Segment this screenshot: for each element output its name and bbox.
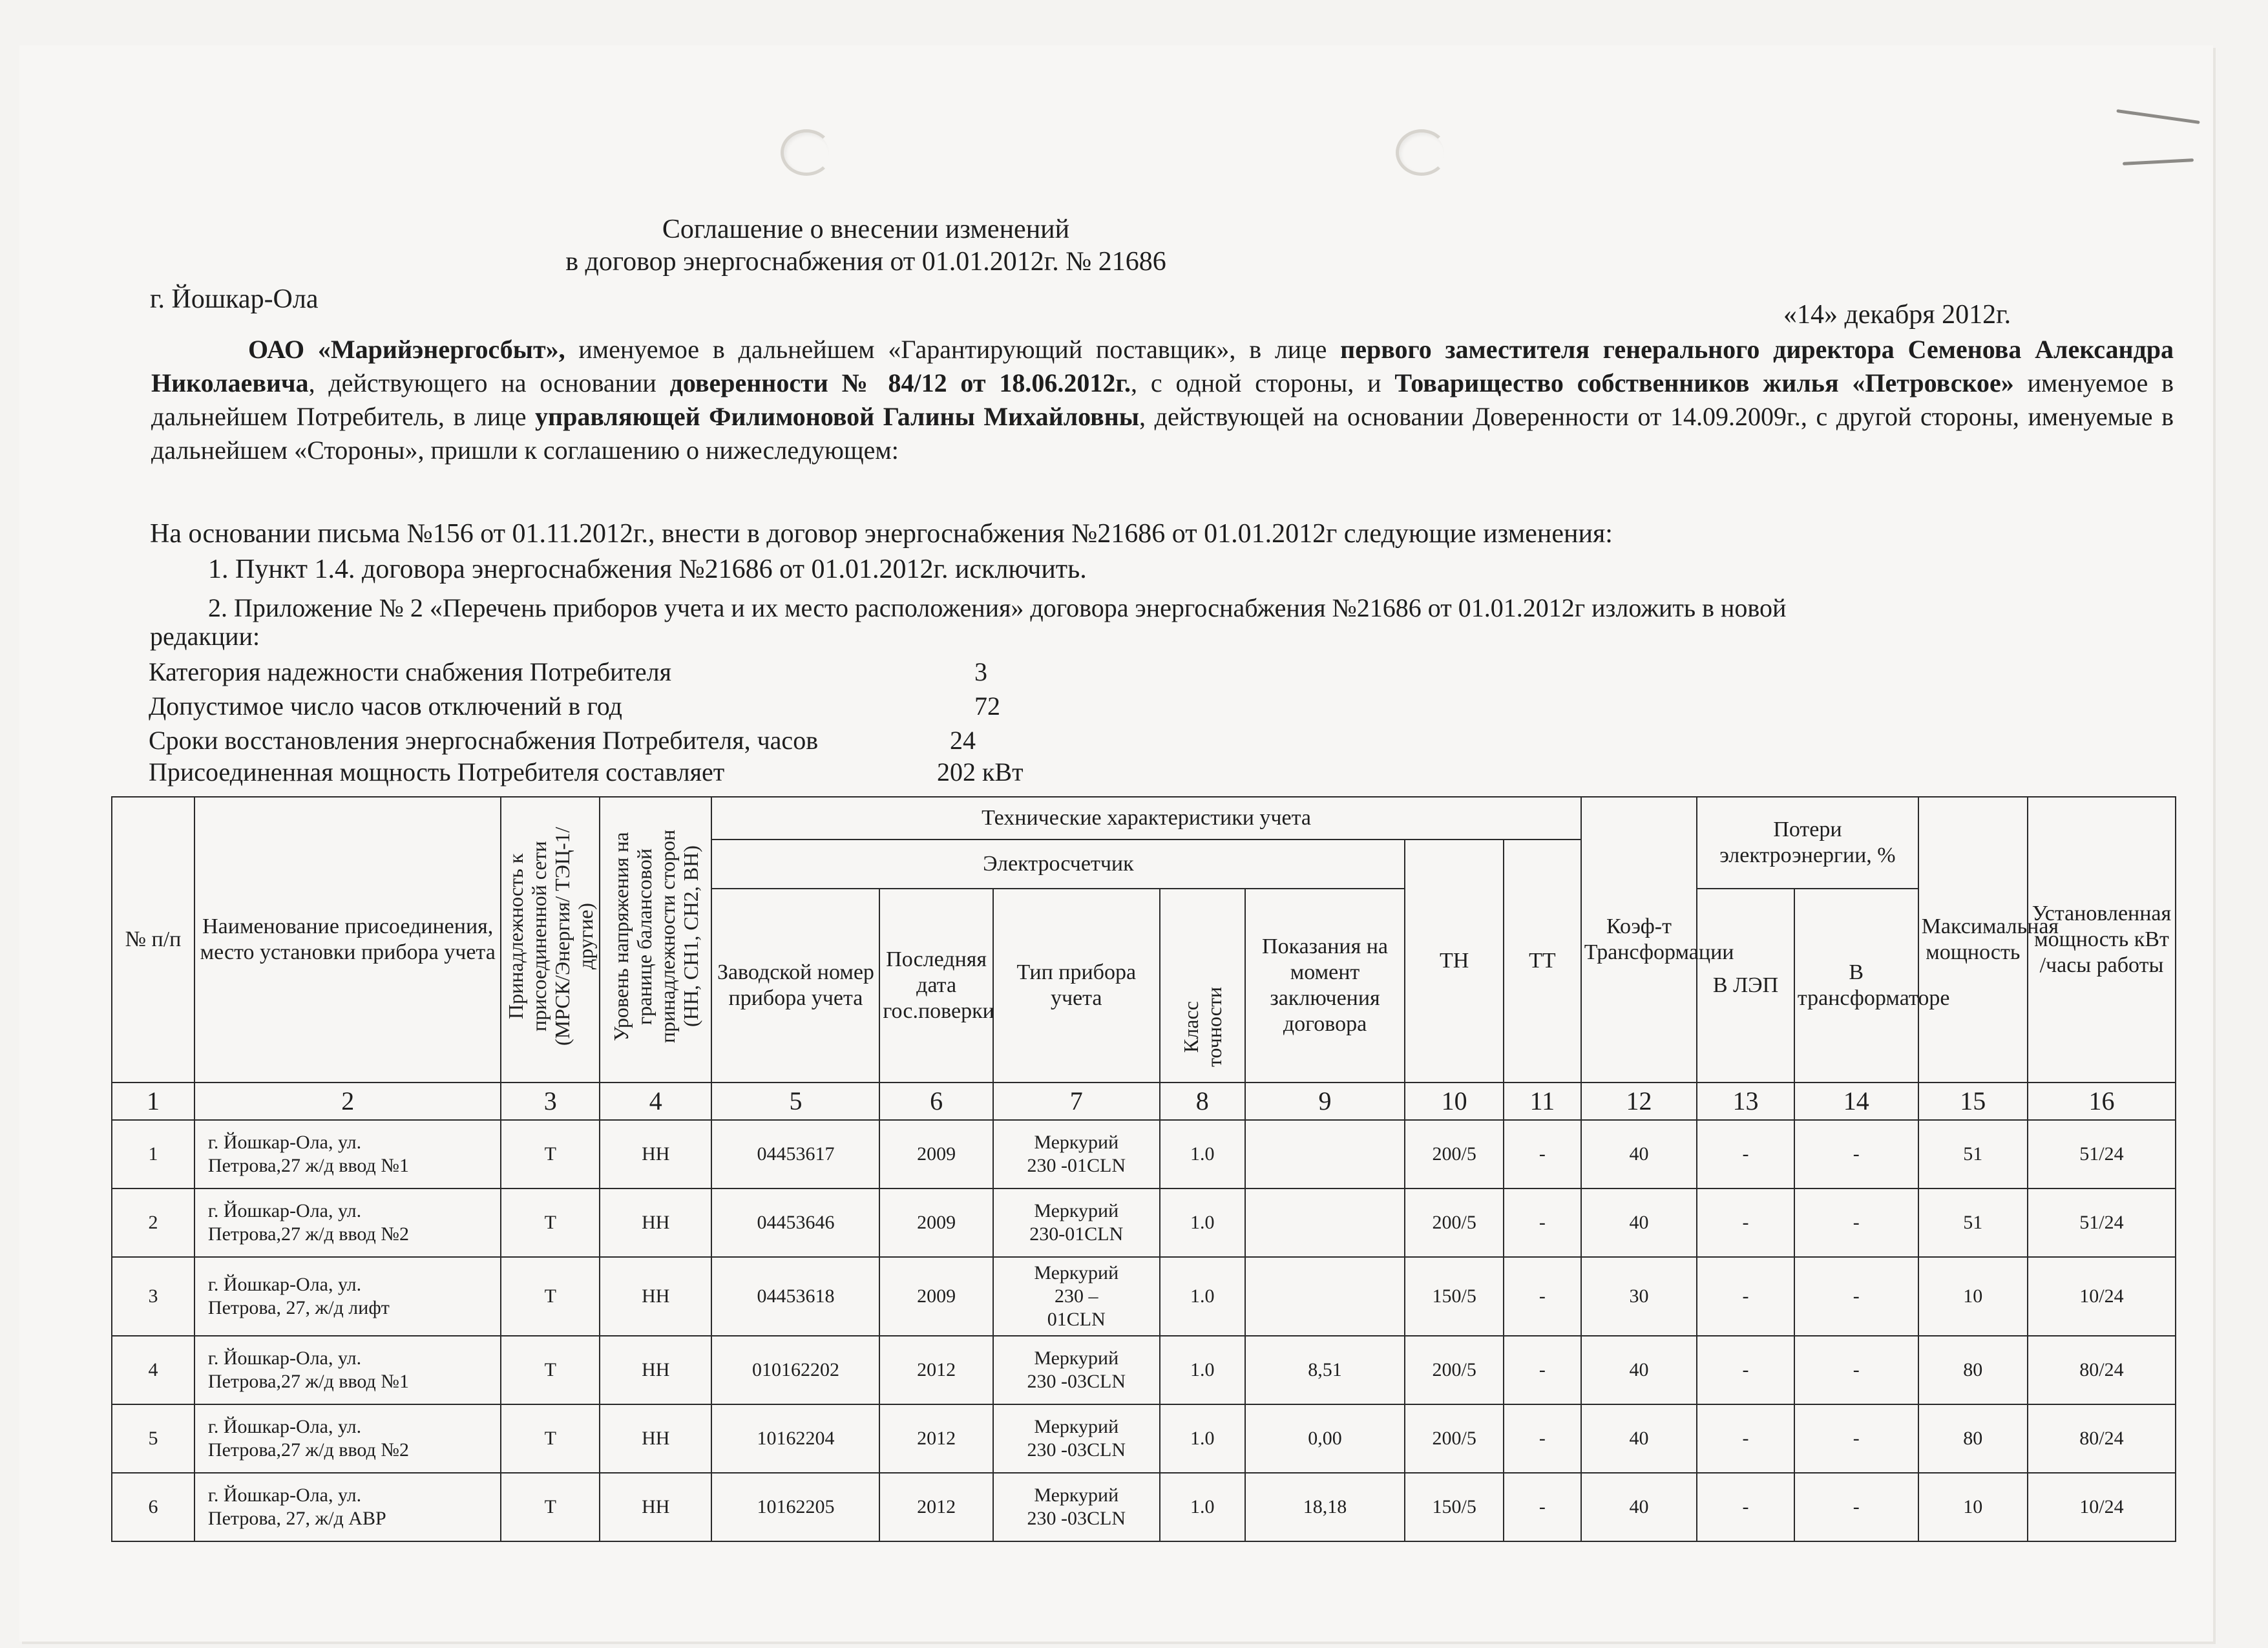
serial-cell: [711, 1336, 879, 1404]
serial-cell: [711, 1120, 879, 1188]
supplier-representative: первого заместителя генерального директора Семенова Александра Николаевича: [151, 335, 2174, 397]
tt-value: -: [1538, 1359, 1546, 1380]
installed-power: 10/24: [2079, 1285, 2124, 1307]
voltage-level: НН: [642, 1212, 670, 1233]
connection-name-line-2: Петрова,27 ж/д ввод №2: [207, 1439, 409, 1461]
column-number: 6: [879, 1083, 992, 1120]
tn-cell: [1405, 1404, 1504, 1473]
column-number: 5: [711, 1083, 879, 1120]
ownership: Т: [544, 1143, 556, 1165]
accuracy-class-cell: [1160, 1257, 1245, 1336]
coefficient: 30: [1629, 1285, 1649, 1307]
ownership-cell: [501, 1120, 600, 1188]
coefficient-cell: [1581, 1120, 1697, 1188]
tn-cell: [1405, 1188, 1504, 1257]
tn-cell: [1405, 1336, 1504, 1404]
losses-transformer: -: [1853, 1496, 1860, 1517]
losses-transformer-cell: [1794, 1120, 1918, 1188]
ownership-cell: [501, 1336, 600, 1404]
losses-line-cell: [1697, 1336, 1794, 1404]
param-label: Категория надежности снабжения Потребителя: [149, 657, 672, 686]
reading-cell: [1245, 1120, 1405, 1188]
max-power: 10: [1963, 1285, 1983, 1307]
meter-type-line-2: 230 -01CLN: [1027, 1155, 1126, 1176]
column-number: 7: [993, 1083, 1160, 1120]
max-power: 51: [1963, 1212, 1983, 1233]
preamble-text: именуемое в дальнейшем Потребитель, в лице: [151, 368, 2174, 431]
param-value: 24: [950, 726, 976, 755]
installed-power-cell: [2028, 1404, 2176, 1473]
row-index: 5: [148, 1428, 158, 1449]
tt-cell: [1504, 1336, 1581, 1404]
supplier-name: ОАО «Марийэнергосбыт»,: [248, 335, 565, 364]
column-number: 9: [1245, 1083, 1405, 1120]
connection-name-line-1: г. Йошкар-Ола, ул.: [207, 1200, 362, 1221]
column-number: 4: [600, 1083, 711, 1120]
losses-line: -: [1742, 1212, 1749, 1233]
table-row: [112, 1336, 2176, 1404]
serial-number: 10162205: [757, 1496, 835, 1517]
table-row: [112, 1404, 2176, 1473]
item-2: 2. Приложение № 2 «Перечень приборов учета и их место расположения» договора энергоснабжения №21686 от 01.01.2012г изложить в новой: [208, 593, 1787, 622]
meter-type-cell: [993, 1473, 1160, 1541]
agreement-date: «14» декабря 2012г.: [1783, 300, 2011, 330]
connection-name-cell: [194, 1120, 501, 1188]
table-row: [112, 1120, 2176, 1188]
meter-type-line-3: 01CLN: [1047, 1309, 1106, 1330]
header-accuracy-class-text: Класс точности: [1179, 986, 1226, 1068]
tn-value: 150/5: [1432, 1285, 1476, 1307]
accuracy-class-cell: [1160, 1120, 1245, 1188]
connection-name-line-2: Петрова,27 ж/д ввод №1: [207, 1155, 409, 1176]
connection-name-line-2: Петрова, 27, ж/д лифт: [207, 1297, 390, 1318]
max-power-cell: [1918, 1473, 2028, 1541]
column-number: 1: [112, 1083, 194, 1120]
losses-transformer: -: [1853, 1285, 1860, 1307]
losses-transformer: -: [1853, 1143, 1860, 1165]
column-number: 10: [1405, 1083, 1504, 1120]
verification-date: 2012: [917, 1428, 956, 1449]
voltage-level-cell: [600, 1188, 711, 1257]
header-verification-date: Последняя дата гос.поверки: [879, 889, 992, 1083]
tt-value: -: [1538, 1143, 1546, 1165]
header-tn: ТН: [1405, 840, 1504, 1083]
preamble-text: именуемое в дальнейшем «Гарантирующий поставщик», в лице: [565, 335, 1341, 364]
connection-name-cell: [194, 1473, 501, 1541]
meter-type-cell: [993, 1404, 1160, 1473]
coefficient: 40: [1629, 1212, 1649, 1233]
connection-name-line-1: г. Йошкар-Ола, ул.: [207, 1274, 362, 1295]
row-index-cell: [112, 1120, 194, 1188]
header-meter-type: Тип прибора учета: [993, 889, 1160, 1083]
param-value: 72: [974, 692, 1000, 721]
losses-transformer: -: [1853, 1359, 1860, 1380]
reading: 8,51: [1308, 1359, 1342, 1380]
table-row: [112, 1188, 2176, 1257]
header-max-power: Максимальная мощность: [1918, 797, 2028, 1083]
serial-number: 04453618: [757, 1285, 835, 1307]
installed-power: 51/24: [2079, 1212, 2124, 1233]
coefficient-cell: [1581, 1257, 1697, 1336]
accuracy-class: 1.0: [1190, 1212, 1215, 1233]
header-voltage-level-text: Уровень напряжения на границе балансовой принадлежности сторон (НН, СН1, СН2, ВН): [609, 829, 702, 1044]
reading: 0,00: [1308, 1428, 1342, 1449]
voltage-level: НН: [642, 1285, 670, 1307]
punch-hole-right: [1396, 129, 1447, 176]
tt-value: -: [1538, 1428, 1546, 1449]
voltage-level-cell: [600, 1120, 711, 1188]
max-power-cell: [1918, 1188, 2028, 1257]
installed-power-cell: [2028, 1473, 2176, 1541]
accuracy-class-cell: [1160, 1404, 1245, 1473]
installed-power: 80/24: [2079, 1428, 2124, 1449]
verification-date-cell: [879, 1120, 992, 1188]
meter-type-line-1: Меркурий: [1034, 1200, 1119, 1221]
row-index: 6: [148, 1496, 158, 1517]
meter-type-cell: [993, 1188, 1160, 1257]
serial-number: 04453646: [757, 1212, 835, 1233]
header-accuracy-class: [1160, 889, 1245, 1083]
losses-line: -: [1742, 1496, 1749, 1517]
meter-type-cell: [993, 1336, 1160, 1404]
row-index-cell: [112, 1404, 194, 1473]
verification-date-cell: [879, 1404, 992, 1473]
ownership: Т: [544, 1359, 556, 1380]
losses-transformer-cell: [1794, 1473, 1918, 1541]
row-index-cell: [112, 1336, 194, 1404]
ownership-cell: [501, 1188, 600, 1257]
header-coefficient: Коэф-т Трансформации: [1581, 797, 1697, 1083]
row-index-cell: [112, 1188, 194, 1257]
voltage-level: НН: [642, 1359, 670, 1380]
table-row: [112, 1473, 2176, 1541]
voltage-level: НН: [642, 1496, 670, 1517]
losses-transformer: -: [1853, 1428, 1860, 1449]
meter-type-line-1: Меркурий: [1034, 1416, 1119, 1437]
serial-cell: [711, 1188, 879, 1257]
accuracy-class: 1.0: [1190, 1143, 1215, 1165]
meter-type-line-1: Меркурий: [1034, 1132, 1119, 1153]
reading-cell: [1245, 1473, 1405, 1541]
max-power-cell: [1918, 1257, 2028, 1336]
connection-name-line-1: г. Йошкар-Ола, ул.: [207, 1347, 362, 1369]
param-value: 3: [974, 657, 987, 686]
meter-type-cell: [993, 1257, 1160, 1336]
ownership: Т: [544, 1212, 556, 1233]
installed-power: 10/24: [2079, 1496, 2124, 1517]
punch-hole-left: [781, 129, 832, 176]
losses-line: -: [1742, 1428, 1749, 1449]
tt-value: -: [1538, 1212, 1546, 1233]
connection-name-line-1: г. Йошкар-Ола, ул.: [207, 1132, 362, 1153]
losses-line-cell: [1697, 1120, 1794, 1188]
ownership: Т: [544, 1285, 556, 1307]
verification-date-cell: [879, 1336, 992, 1404]
max-power: 10: [1963, 1496, 1983, 1517]
coefficient: 40: [1629, 1428, 1649, 1449]
tn-value: 150/5: [1432, 1496, 1476, 1517]
meter-type-cell: [993, 1120, 1160, 1188]
tt-cell: [1504, 1188, 1581, 1257]
connection-name-cell: [194, 1188, 501, 1257]
meter-type-line-2: 230-01CLN: [1029, 1223, 1124, 1245]
row-index: 3: [148, 1285, 158, 1307]
table-row: [112, 1257, 2176, 1336]
coefficient-cell: [1581, 1473, 1697, 1541]
tt-value: -: [1538, 1285, 1546, 1307]
header-installed-power: Установленная мощность кВт /часы работы: [2028, 797, 2176, 1083]
coefficient: 40: [1629, 1143, 1649, 1165]
verification-date: 2009: [917, 1143, 956, 1165]
reading-cell: [1245, 1188, 1405, 1257]
verification-date: 2009: [917, 1285, 956, 1307]
serial-number: 04453617: [757, 1143, 835, 1165]
header-no: № п/п: [112, 797, 194, 1083]
voltage-level-cell: [600, 1336, 711, 1404]
installed-power-cell: [2028, 1120, 2176, 1188]
coefficient-cell: [1581, 1404, 1697, 1473]
verification-date: 2009: [917, 1212, 956, 1233]
serial-cell: [711, 1404, 879, 1473]
basis-line: На основании письма №156 от 01.11.2012г., внести в договор энергоснабжения №21686 от 01.01.2012г следующие изменения:: [150, 519, 1613, 549]
losses-line-cell: [1697, 1404, 1794, 1473]
column-numbers-row: [112, 1083, 2176, 1120]
losses-transformer-cell: [1794, 1188, 1918, 1257]
param-label: Допустимое число часов отключений в год: [149, 692, 622, 721]
preamble-text: , действующего на основании: [308, 368, 670, 397]
header-technical: Технические характеристики учета: [711, 797, 1580, 840]
header-meter: Электросчетчик: [711, 840, 1405, 889]
verification-date-cell: [879, 1473, 992, 1541]
coefficient: 40: [1629, 1496, 1649, 1517]
title-line-1: Соглашение о внесении изменений: [662, 215, 1070, 244]
param-label: Сроки восстановления энергоснабжения Потребителя, часов: [149, 726, 819, 755]
verification-date-cell: [879, 1257, 992, 1336]
voltage-level: НН: [642, 1143, 670, 1165]
ownership: Т: [544, 1496, 556, 1517]
column-number: 11: [1504, 1083, 1581, 1120]
max-power-cell: [1918, 1404, 2028, 1473]
tt-cell: [1504, 1257, 1581, 1336]
column-number: 3: [501, 1083, 600, 1120]
item-1: 1. Пункт 1.4. договора энергоснабжения №21686 от 01.01.2012г. исключить.: [208, 555, 1087, 584]
installed-power: 51/24: [2079, 1143, 2124, 1165]
reading-cell: [1245, 1404, 1405, 1473]
max-power: 51: [1963, 1143, 1983, 1165]
ownership: Т: [544, 1428, 556, 1449]
city: г. Йошкар-Ола: [150, 284, 319, 314]
header-ownership: [501, 797, 600, 1083]
verification-date: 2012: [917, 1496, 956, 1517]
margin-pen-mark: [2123, 158, 2194, 165]
ownership-cell: [501, 1473, 600, 1541]
serial-number: 10162204: [757, 1428, 835, 1449]
voltage-level: НН: [642, 1428, 670, 1449]
column-number: 12: [1581, 1083, 1697, 1120]
tn-cell: [1405, 1120, 1504, 1188]
column-number: 13: [1697, 1083, 1794, 1120]
serial-cell: [711, 1257, 879, 1336]
param-label: Присоединенная мощность Потребителя составляет: [149, 757, 725, 787]
installed-power-cell: [2028, 1336, 2176, 1404]
installed-power-cell: [2028, 1188, 2176, 1257]
consumer-name: Товарищество собственников жилья «Петровское»: [1394, 368, 2014, 397]
losses-transformer-cell: [1794, 1336, 1918, 1404]
row-index: 2: [148, 1212, 158, 1233]
title-line-2: в договор энергоснабжения от 01.01.2012г. № 21686: [565, 247, 1166, 277]
header-connection-name: Наименование присоединения, место установки прибора учета: [194, 797, 501, 1083]
header-losses-transformer: В трансформаторе: [1794, 889, 1918, 1083]
connection-name-cell: [194, 1336, 501, 1404]
max-power-cell: [1918, 1120, 2028, 1188]
row-index-cell: [112, 1473, 194, 1541]
voltage-level-cell: [600, 1257, 711, 1336]
connection-name-line-1: г. Йошкар-Ола, ул.: [207, 1416, 362, 1437]
preamble-text: , с одной стороны, и: [1131, 368, 1395, 397]
meter-type-line-2: 230 -03CLN: [1027, 1439, 1126, 1461]
losses-transformer-cell: [1794, 1257, 1918, 1336]
coefficient-cell: [1581, 1188, 1697, 1257]
meter-type-line-2: 230 –: [1055, 1285, 1098, 1307]
verification-date-cell: [879, 1188, 992, 1257]
meter-type-line-1: Меркурий: [1034, 1484, 1119, 1506]
connection-name-cell: [194, 1257, 501, 1336]
accuracy-class: 1.0: [1190, 1285, 1215, 1307]
header-serial: Заводской номер прибора учета: [711, 889, 879, 1083]
tt-cell: [1504, 1404, 1581, 1473]
connection-name-line-1: г. Йошкар-Ола, ул.: [207, 1484, 362, 1506]
coefficient: 40: [1629, 1359, 1649, 1380]
column-number: 16: [2028, 1083, 2176, 1120]
row-index: 1: [148, 1143, 158, 1165]
max-power-cell: [1918, 1336, 2028, 1404]
losses-line-cell: [1697, 1473, 1794, 1541]
tn-value: 200/5: [1432, 1143, 1476, 1165]
consumer-representative: управляющей Филимоновой Галины Михайловны: [535, 402, 1140, 431]
accuracy-class: 1.0: [1190, 1496, 1215, 1517]
document-title: [0, 213, 1732, 278]
ownership-cell: [501, 1257, 600, 1336]
preamble-paragraph: [151, 333, 2174, 467]
max-power: 80: [1963, 1428, 1983, 1449]
losses-transformer-cell: [1794, 1404, 1918, 1473]
row-index: 4: [148, 1359, 158, 1380]
voltage-level-cell: [600, 1404, 711, 1473]
losses-line-cell: [1697, 1188, 1794, 1257]
losses-line: -: [1742, 1143, 1749, 1165]
param-value: 202 кВт: [937, 757, 1024, 787]
reading-cell: [1245, 1257, 1405, 1336]
installed-power-cell: [2028, 1257, 2176, 1336]
losses-line: -: [1742, 1359, 1749, 1380]
max-power: 80: [1963, 1359, 1983, 1380]
header-ownership-text: Принадлежность к присоединенной сети (МРСК/Энергия/ ТЭЦ-1/другие): [504, 827, 598, 1046]
meter-type-line-2: 230 -03CLN: [1027, 1371, 1126, 1392]
preamble-text: , действующей на основании Доверенности от 14.09.2009г., с другой стороны, именуемые в дальнейшем «Стороны», пришли к соглашению о нижеследующем:: [151, 402, 2174, 465]
meters-table: [111, 796, 2176, 1542]
tn-value: 200/5: [1432, 1359, 1476, 1380]
tt-cell: [1504, 1120, 1581, 1188]
header-voltage-level: [600, 797, 711, 1083]
losses-transformer: -: [1853, 1212, 1860, 1233]
losses-line: -: [1742, 1285, 1749, 1307]
accuracy-class-cell: [1160, 1473, 1245, 1541]
column-number: 14: [1794, 1083, 1918, 1120]
item-2-continuation: редакции:: [150, 622, 260, 651]
coefficient-cell: [1581, 1336, 1697, 1404]
tn-value: 200/5: [1432, 1212, 1476, 1233]
tn-cell: [1405, 1473, 1504, 1541]
tn-cell: [1405, 1257, 1504, 1336]
voltage-level-cell: [600, 1473, 711, 1541]
accuracy-class: 1.0: [1190, 1428, 1215, 1449]
header-reading: Показания на момент заключения договора: [1245, 889, 1405, 1083]
verification-date: 2012: [917, 1359, 956, 1380]
meter-type-line-1: Меркурий: [1034, 1262, 1119, 1284]
accuracy-class-cell: [1160, 1188, 1245, 1257]
tt-cell: [1504, 1473, 1581, 1541]
accuracy-class: 1.0: [1190, 1359, 1215, 1380]
tt-value: -: [1538, 1496, 1546, 1517]
tn-value: 200/5: [1432, 1428, 1476, 1449]
reading-cell: [1245, 1336, 1405, 1404]
row-index-cell: [112, 1257, 194, 1336]
connection-name-line-2: Петрова,27 ж/д ввод №2: [207, 1223, 409, 1245]
column-number: 15: [1918, 1083, 2028, 1120]
meter-type-line-1: Меркурий: [1034, 1347, 1119, 1369]
header-losses: Потери электроэнергии, %: [1697, 797, 1918, 889]
connection-name-line-2: Петрова,27 ж/д ввод №1: [207, 1371, 409, 1392]
losses-line-cell: [1697, 1257, 1794, 1336]
header-tt: ТТ: [1504, 840, 1581, 1083]
column-number: 8: [1160, 1083, 1245, 1120]
reading: 18,18: [1303, 1496, 1347, 1517]
supplier-power-of-attorney: доверенности № 84/12 от 18.06.2012г.: [669, 368, 1131, 397]
serial-cell: [711, 1473, 879, 1541]
column-number: 2: [194, 1083, 501, 1120]
accuracy-class-cell: [1160, 1336, 1245, 1404]
ownership-cell: [501, 1404, 600, 1473]
margin-pen-mark: [2116, 109, 2200, 124]
header-losses-line: В ЛЭП: [1697, 889, 1794, 1083]
installed-power: 80/24: [2079, 1359, 2124, 1380]
serial-number: 010162202: [751, 1359, 839, 1380]
connection-name-line-2: Петрова, 27, ж/д АВР: [207, 1508, 386, 1529]
meter-type-line-2: 230 -03CLN: [1027, 1508, 1126, 1529]
connection-name-cell: [194, 1404, 501, 1473]
